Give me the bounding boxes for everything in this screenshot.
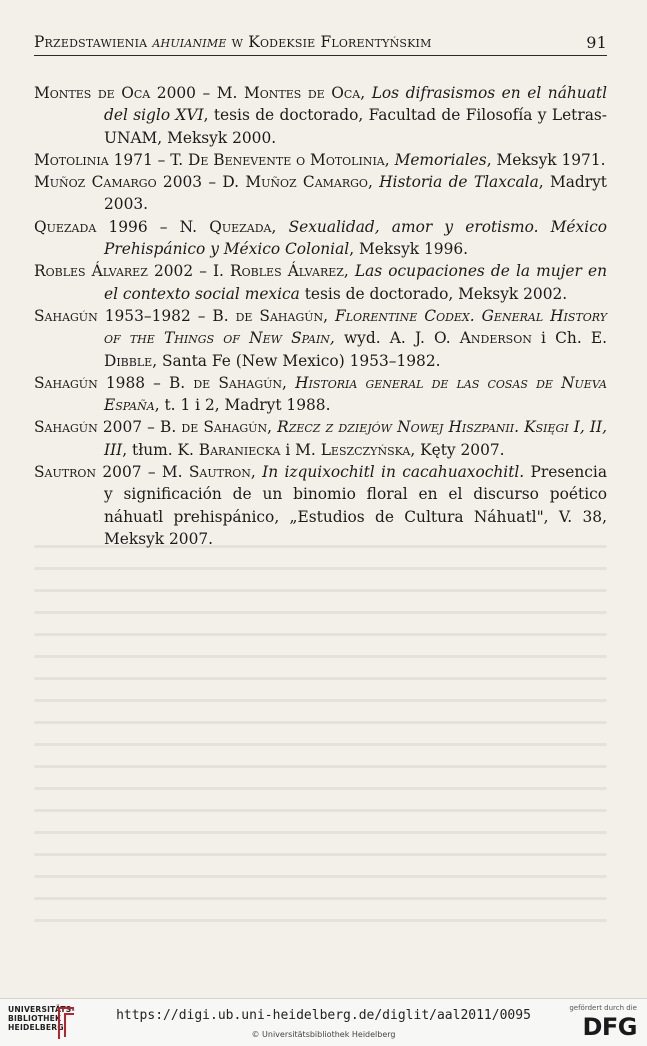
entry-text: 2000 – M. [150,84,244,102]
entry-text: 2007 – B. [97,418,182,437]
entry-text: i M. [280,440,321,459]
entry-text: 2003 – D. [156,173,246,192]
entry-text: , [360,84,372,102]
entry-text: Sexualidad, amor y erotismo. México Prehispánico y México Colonial [104,217,607,259]
bibliography-entry [34,216,607,261]
entry-text: , [271,217,289,236]
entry-text: , [323,306,336,325]
entry-text: de Sahagún [181,418,268,437]
bibliography-list [34,82,607,550]
entry-text: , Kęty 2007. [410,440,505,459]
entry-text: Los difrasismos en el náhuatl del siglo XVI [104,84,608,125]
entry-text: Sautron [188,463,251,482]
bleed-through-text [34,545,607,975]
entry-text: Las ocupaciones de la mujer en el contexto social mexica [104,262,607,303]
bibliography-entry [34,171,607,216]
entry-text: i Ch. E. [531,329,608,348]
running-header [34,33,607,51]
entry-text: Baraniecka [198,440,281,459]
entry-author-key: Sautron [34,463,97,482]
entry-text: , [282,373,296,392]
entry-text: , Meksyk 1971. [486,150,606,169]
entry-text: , [267,418,278,437]
entry-text: Florentine Codex. General History of the Things of New Spain, [104,306,607,348]
entry-text: Robles Álvarez [230,262,344,281]
entry-text: 2007 – M. [96,463,189,482]
copyright-notice: © Universitätsbibliothek Heidelberg [251,1030,396,1039]
entry-text: De Benevente o Motolinia [188,150,385,169]
entry-text: de Sahagún [235,306,324,325]
entry-text: Presencia y significación de un binomio floral en el discurso poético náhuatl prehispánico, „Estudios de Cultura Náhuatl", V. 38, Meksyk 2007. [104,463,607,548]
entry-text: Leszczyńska [320,440,411,459]
entry-text: , [384,150,395,169]
entry-author-key: Robles Álvarez [34,262,148,281]
entry-text: , Meksyk 1996. [349,240,469,259]
entry-text: Muñoz Camargo [245,173,368,192]
library-logo[interactable]: UNIVERSITÄTS- BIBLIOTHEK HEIDELBERG [8,1005,75,1033]
entry-text: Anderson [459,329,532,348]
entry-author-key: Muñoz Camargo [34,173,157,192]
entry-author-key: Motolinia [34,150,109,169]
entry-text: Quezada [209,217,272,236]
entry-text: , [367,173,380,192]
entry-text: 2002 – I. [147,262,231,281]
entry-text: , [343,262,355,281]
bibliography-entry [34,461,607,550]
entry-text: , [250,463,263,482]
entry-text: 1953–1982 – B. [97,306,236,325]
entry-text: 1988 – B. [97,373,194,392]
entry-text: Dibble [104,351,153,370]
entry-text: Historia general de las cosas de Nueva España [104,373,607,415]
header-rule [34,55,607,56]
entry-text: , tłum. K. [122,440,199,459]
bibliography-entry [34,372,607,417]
bibliography-entry [34,82,607,149]
bibliography-entry [34,260,607,305]
entry-text: Montes de Oca [243,84,361,102]
entry-author-key: Sahagún [34,373,98,392]
dfg-logo[interactable]: DFG [582,1013,637,1041]
entry-text: tesis de doctorado, Meksyk 2002. [299,284,568,303]
entry-text: Rzecz z dziejów Nowej Hiszpanii. Księgi I, II, III [104,418,607,459]
entry-text: , t. 1 i 2, Madryt 1988. [154,396,331,415]
entry-text: Historia de Tlaxcala [379,173,539,192]
entry-author-key: Quezada [34,217,97,236]
viewer-footer [0,998,647,1046]
entry-text: , tesis de doctorado, Facultad de Filosofía y Letras- UNAM, Meksyk 2000. [104,106,607,147]
bibliography-entry [34,149,607,171]
entry-text: 1996 – N. [96,217,210,236]
funding-label: gefördert durch die [569,1004,637,1012]
entry-text: de Sahagún [193,373,283,392]
page-number: 91 [586,33,607,52]
entry-text: Memoriales [394,150,487,169]
entry-text: In izquixochitl in cacahuaxochitl. [262,463,525,482]
entry-text: 1971 – T. [108,150,189,169]
bibliography-entry [34,416,607,461]
bibliography-entry [34,305,607,372]
entry-text: , Madryt 2003. [104,173,607,214]
entry-author-key: Sahagún [34,306,98,325]
permalink-url[interactable]: https://digi.ub.uni-heidelberg.de/diglit/aal2011/0095 [116,1008,531,1023]
entry-author-key: Sahagún [34,418,98,437]
entry-text: wyd. A. J. O. [334,329,460,348]
running-title: Przedstawienia ahuianime w Kodeksie Florentyńskim [34,33,432,51]
entry-text: , Santa Fe (New Mexico) 1953–1982. [152,351,441,370]
entry-author-key: Montes de Oca [34,84,151,102]
